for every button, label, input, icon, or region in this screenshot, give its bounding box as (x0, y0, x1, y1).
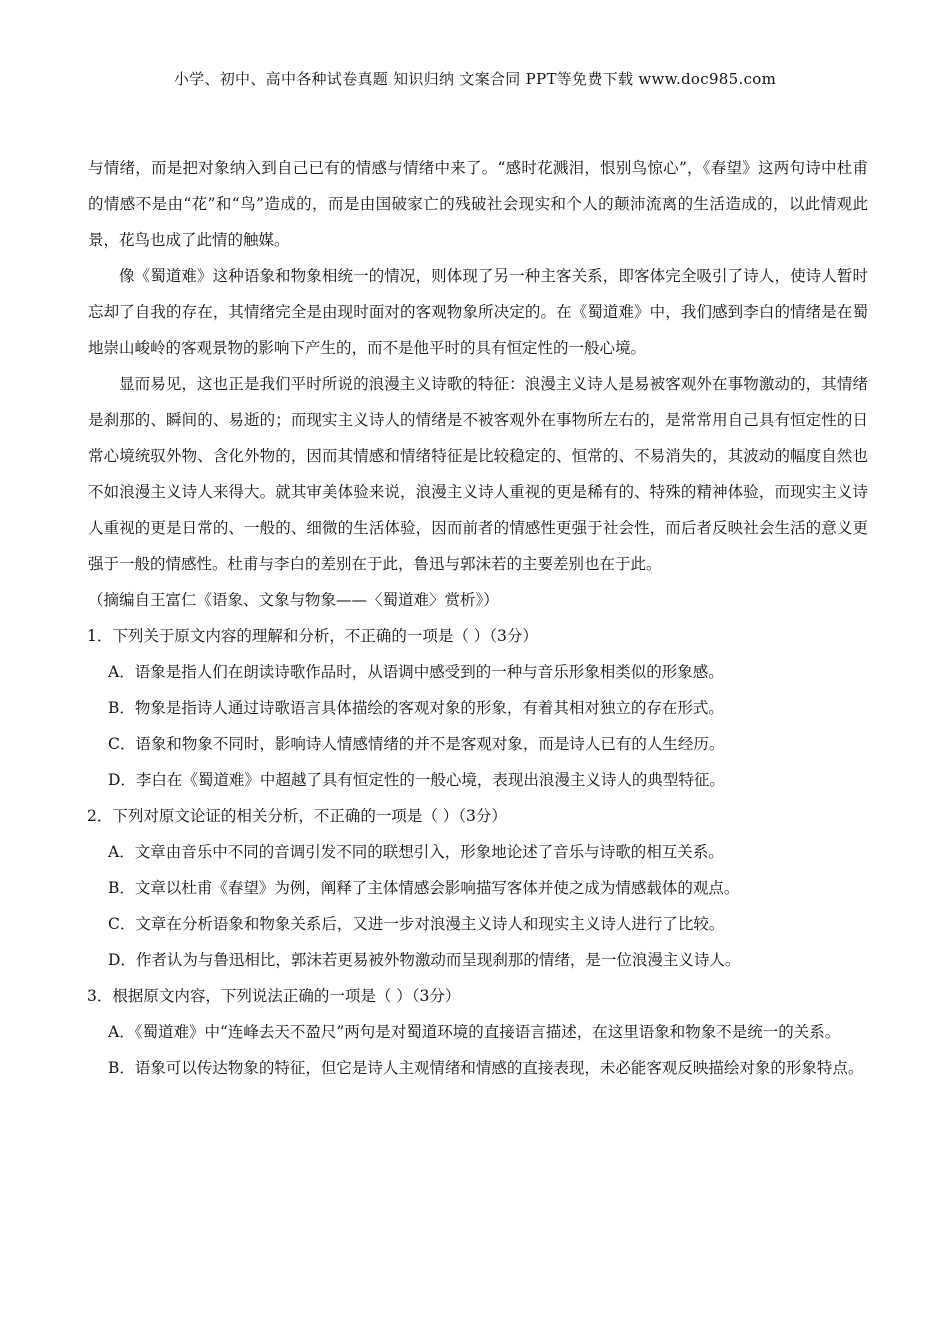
question-option: A．语象是指人们在朗读诗歌作品时，从语调中感受到的一种与音乐形象相类似的形象感。 (108, 663, 724, 681)
question-option: B．文章以杜甫《春望》为例，阐释了主体情感会影响描写客体并使之成为情感载体的观点。 (108, 879, 740, 897)
page-header-banner: 小学、初中、高中各种试卷真题 知识归纳 文案合同 PPT等免费下载 www.doc985.com (173, 70, 777, 88)
question-option: A．《蜀道难》中“连峰去天不盈尺”两句是对蜀道环境的直接语言描述，在这里语象和物象不是统一的关系。 (108, 1023, 841, 1041)
passage-paragraph: 显而易见，这也正是我们平时所说的浪漫主义诗歌的特征：浪漫主义诗人是易被客观外在事物激动的，其情绪是刹那的、瞬间的、易逝的；而现实主义诗人的情绪是不被客观外在事物所左右的，是常常用自己具有恒定性的日常心境统驭外物、含化外物的，因而其情感和情绪特征是比较稳定的、恒常的、不易消失的，其波动的幅度自然也不如浪漫主义诗人来得大。就其审美体验来说，浪漫主义诗人重视的更是稀有的、特殊的精神体验，而现实主义诗人重视的更是日常的、一般的、细微的生活体验，因而前者的情感性更强于社会性，而后者反映社会生活的意义更强于一般的情感性。杜甫与李白的差别在于此，鲁迅与郭沫若的主要差别也在于此。 (88, 375, 868, 573)
question-option: A．文章由音乐中不同的音调引发不同的联想引入，形象地论述了音乐与诗歌的相互关系。 (108, 843, 724, 861)
question-stem: 2．下列对原文论证的相关分析，不正确的一项是（ ）（3分） (87, 807, 507, 825)
question-option: D．作者认为与鲁迅相比，郭沫若更易被外物激动而呈现刹那的情绪，是一位浪漫主义诗人。 (108, 951, 741, 969)
passage-paragraph: 与情绪，而是把对象纳入到自己已有的情感与情绪中来了。“感时花溅泪，恨别鸟惊心”，《春望》这两句诗中杜甫的情感不是由“花”和“鸟”造成的，而是由国破家亡的残破社会现实和个人的颠沛流离的生活造成的，以此情观此景，花鸟也成了此情的触媒。 (88, 159, 868, 249)
passage-source-citation: （摘编自王富仁《语象、文象与物象——〈蜀道难〉赏析》） (88, 591, 499, 609)
question-stem: 1．下列关于原文内容的理解和分析，不正确的一项是（ ）（3分） (87, 627, 538, 645)
question-option: C．语象和物象不同时，影响诗人情感情绪的并不是客观对象，而是诗人已有的人生经历。 (108, 735, 725, 753)
question-stem: 3．根据原文内容，下列说法正确的一项是（ ）（3分） (87, 987, 461, 1005)
document-body (88, 150, 868, 1086)
question-option: B．物象是指诗人通过诗歌语言具体描绘的客观对象的形象，有着其相对独立的存在形式。 (108, 699, 724, 717)
passage-paragraph: 像《蜀道难》这种语象和物象相统一的情况，则体现了另一种主客关系，即客体完全吸引了诗人，使诗人暂时忘却了自我的存在，其情绪完全是由现时面对的客观物象所决定的。在《蜀道难》中，我们感到李白的情绪是在蜀地崇山峻岭的客观景物的影响下产生的，而不是他平时的具有恒定性的一般心境。 (88, 267, 868, 357)
question-option: B．语象可以传达物象的特征，但它是诗人主观情绪和情感的直接表现，未必能客观反映描绘对象的形象特点。 (108, 1059, 864, 1077)
question-option: D．李白在《蜀道难》中超越了具有恒定性的一般心境，表现出浪漫主义诗人的典型特征。 (108, 771, 725, 789)
question-option: C．文章在分析语象和物象关系后，又进一步对浪漫主义诗人和现实主义诗人进行了比较。 (108, 915, 725, 933)
